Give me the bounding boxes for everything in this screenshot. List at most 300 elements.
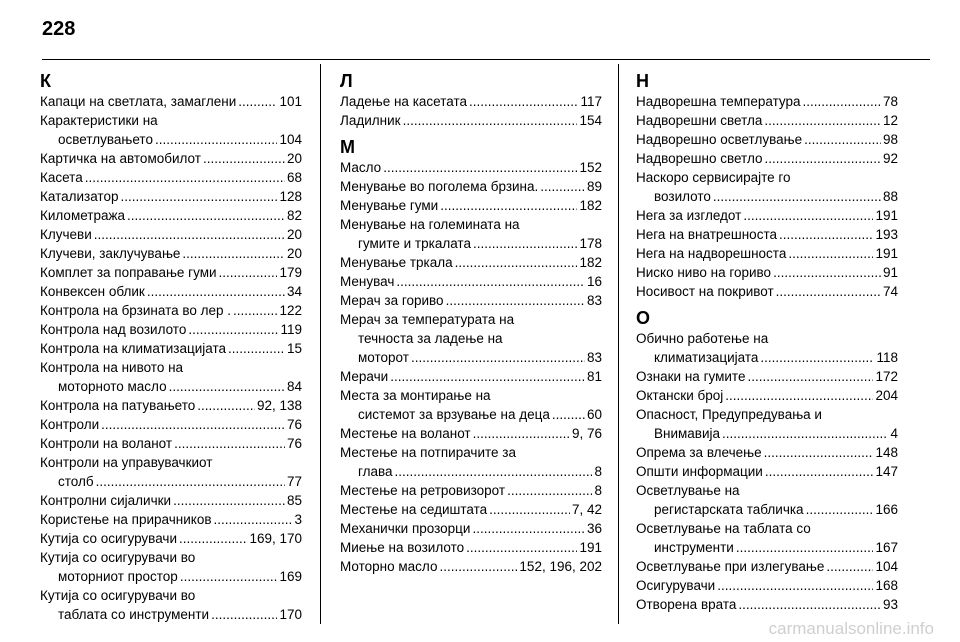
dot-leader (211, 605, 277, 624)
entry-line (340, 386, 602, 405)
entry-text: Контрола над возилото (40, 322, 187, 337)
entry-text: Опасност, Предупредувања и (636, 407, 822, 422)
index-entry (636, 92, 898, 111)
dot-leader (101, 415, 285, 434)
entry-text: Октански број (636, 388, 724, 403)
entry-page-ref: 12 (882, 113, 898, 128)
entry-text: Карактеристики на (40, 113, 158, 128)
entry-page-ref: 85 (286, 493, 302, 508)
entry-page-ref: 147 (875, 464, 898, 479)
entry-page-ref: 179 (279, 265, 302, 280)
entry-text: осветлувањето (58, 132, 153, 147)
index-entry (340, 92, 602, 111)
dot-leader (390, 367, 585, 386)
index-entry (40, 301, 302, 320)
entry-text: Менување во поголема брзина. (340, 179, 539, 194)
dot-leader (155, 130, 278, 149)
entry-line (340, 329, 602, 348)
entry-line (40, 586, 302, 605)
entry-text: регистарската табличка (654, 502, 804, 517)
entry-line (40, 187, 302, 206)
entry-text: системот за врзување на деца (358, 407, 550, 422)
index-entry (636, 519, 898, 557)
dot-leader (803, 92, 881, 111)
entry-line (636, 282, 898, 301)
column-divider (320, 64, 321, 624)
entry-line (40, 472, 302, 491)
dot-leader (469, 92, 578, 111)
index-entry (636, 130, 898, 149)
entry-text: Внимавија (654, 426, 721, 441)
index-entry (40, 586, 302, 624)
entry-page-ref: 118 (876, 350, 898, 365)
entry-page-ref: 81 (586, 369, 602, 384)
dot-leader (197, 396, 255, 415)
index-entry (636, 443, 898, 462)
entry-text: Местење на потпирачите за (340, 445, 516, 460)
entry-page-ref: 83 (586, 293, 602, 308)
entry-line (40, 168, 302, 187)
entry-text: Надворешни светла (636, 113, 763, 128)
dot-leader (773, 263, 881, 282)
entry-line (340, 111, 602, 130)
index-entry (340, 367, 602, 386)
entry-page-ref: 168 (875, 578, 898, 593)
dot-leader (776, 282, 881, 301)
entry-text: Осветлување на (636, 483, 740, 498)
entry-page-ref: 204 (875, 388, 898, 403)
dot-leader (383, 158, 577, 177)
entry-page-ref: 172 (875, 369, 898, 384)
dot-leader (85, 168, 285, 187)
entry-text: Контрола на брзината во лер . (40, 303, 232, 318)
entry-page-ref: 117 (580, 94, 602, 109)
entry-line (40, 320, 302, 339)
entry-page-ref: 83 (586, 350, 602, 365)
index-entry (40, 358, 302, 396)
entry-line (340, 500, 602, 519)
dot-leader (179, 529, 247, 548)
entry-page-ref: 36 (586, 521, 602, 536)
entry-line (340, 481, 602, 500)
entry-text: Контроли на управувачкиот (40, 455, 213, 470)
entry-text: Ладилник (340, 113, 401, 128)
entry-text: Мерачи (340, 369, 389, 384)
index-entry (340, 519, 602, 538)
entry-page-ref: 182 (579, 255, 602, 270)
entry-line (340, 177, 602, 196)
entry-line (340, 310, 602, 329)
entry-page-ref: 74 (882, 284, 898, 299)
entry-text: гумите и тркалата (358, 236, 471, 251)
entry-page-ref: 154 (579, 113, 602, 128)
index-entry (340, 481, 602, 500)
entry-page-ref: 89 (586, 179, 602, 194)
entry-line (636, 149, 898, 168)
index-entry (340, 310, 602, 367)
entry-page-ref: 101 (279, 94, 302, 109)
entry-text: моторното масло (58, 379, 167, 394)
dot-leader (169, 377, 285, 396)
entry-line (636, 244, 898, 263)
dot-leader (182, 244, 285, 263)
entry-page-ref: 93 (882, 597, 898, 612)
index-entry (340, 500, 602, 519)
page-number: 228 (42, 18, 76, 40)
column-divider (618, 64, 619, 624)
entry-text: Миење на возилото (340, 540, 465, 555)
index-column-1 (40, 72, 302, 624)
index-entry (40, 320, 302, 339)
entry-text: Местење на ретровизорот (340, 483, 506, 498)
entry-line (40, 358, 302, 377)
dot-leader (722, 424, 888, 443)
entry-line (340, 348, 602, 367)
index-entry (636, 367, 898, 386)
index-entry (340, 196, 602, 215)
section-gap (340, 130, 602, 138)
dot-leader (411, 348, 585, 367)
entry-line (340, 538, 602, 557)
entry-line (636, 92, 898, 111)
entry-line (636, 386, 898, 405)
index-entry (40, 510, 302, 529)
entry-line (40, 206, 302, 225)
dot-leader (489, 500, 570, 519)
dot-leader (804, 130, 881, 149)
index-entry (636, 329, 898, 367)
entry-page-ref: 7, 42 (571, 502, 602, 517)
entry-page-ref: 169 (279, 569, 302, 584)
dot-leader (747, 367, 873, 386)
entry-line (40, 282, 302, 301)
entry-line (340, 196, 602, 215)
entry-line (636, 405, 898, 424)
dot-leader (440, 196, 577, 215)
entry-line (40, 149, 302, 168)
entry-line (40, 567, 302, 586)
index-entry (340, 158, 602, 177)
dot-leader (764, 149, 880, 168)
entry-line (40, 339, 302, 358)
entry-line (40, 111, 302, 130)
dot-leader (147, 282, 285, 301)
entry-text: возилото (654, 189, 711, 204)
entry-line (340, 92, 602, 111)
dot-leader (765, 462, 874, 481)
dot-leader (214, 510, 293, 529)
entry-line (340, 158, 602, 177)
index-entry (40, 548, 302, 586)
entry-page-ref: 193 (875, 227, 898, 242)
index-entry (636, 149, 898, 168)
dot-leader (188, 320, 278, 339)
entry-text: Мерач за температурата на (340, 312, 515, 327)
index-entry (340, 443, 602, 481)
dot-leader (764, 111, 881, 130)
entry-page-ref: 122 (279, 303, 302, 318)
index-entry (40, 453, 302, 491)
entry-page-ref: 91 (882, 265, 898, 280)
entry-page-ref: 34 (286, 284, 302, 299)
entry-page-ref: 152 (579, 160, 602, 175)
entry-text: Наскоро сервисирајте го (636, 170, 791, 185)
dot-leader (403, 111, 578, 130)
dot-leader (396, 272, 585, 291)
section-gap (636, 301, 898, 309)
entry-line (636, 263, 898, 282)
index-entry (636, 263, 898, 282)
entry-page-ref: 20 (286, 227, 302, 242)
entry-text: Менување тркала (340, 255, 453, 270)
entry-page-ref: 15 (286, 341, 302, 356)
index-entry (40, 396, 302, 415)
entry-text: Нега на внатрешноста (636, 227, 777, 242)
entry-text: Контрола на нивото на (40, 360, 184, 375)
index-entry (636, 225, 898, 244)
dot-leader (127, 206, 285, 225)
entry-page-ref: 82 (286, 208, 302, 223)
entry-page-ref: 92, 138 (256, 398, 302, 413)
index-entry (40, 491, 302, 510)
dot-leader (466, 538, 577, 557)
entry-text: Нега на надворешноста (636, 246, 787, 261)
entry-text: таблата со инструменти (58, 607, 210, 622)
entry-page-ref: 170 (279, 607, 302, 622)
entry-page-ref: 166 (875, 502, 898, 517)
dot-leader (713, 187, 881, 206)
dot-leader (764, 443, 874, 462)
entry-page-ref: 9, 76 (571, 426, 602, 441)
entry-page-ref: 152, 196, 202 (519, 559, 602, 574)
entry-text: Надворешно светло (636, 151, 763, 166)
entry-line (40, 244, 302, 263)
entry-line (636, 481, 898, 500)
entry-line (636, 500, 898, 519)
dot-leader (507, 481, 592, 500)
index-entry (340, 272, 602, 291)
entry-line (40, 510, 302, 529)
entry-page-ref: 16 (586, 274, 602, 289)
entry-page-ref: 119 (280, 322, 302, 337)
entry-line (340, 367, 602, 386)
dot-leader (395, 462, 593, 481)
entry-line (40, 225, 302, 244)
entry-page-ref: 60 (586, 407, 602, 422)
entry-text: Клучеви (40, 227, 92, 242)
entry-text: столб (58, 474, 94, 489)
entry-line (40, 529, 302, 548)
entry-text: глава (358, 464, 393, 479)
index-entry (40, 244, 302, 263)
dot-leader (736, 538, 874, 557)
entry-line (636, 557, 898, 576)
entry-text: Комплет за поправање гуми (40, 265, 217, 280)
index-entry (340, 386, 602, 424)
entry-line (40, 491, 302, 510)
entry-page-ref: 92 (882, 151, 898, 166)
dot-leader (779, 225, 873, 244)
entry-text: Осигурувачи (636, 578, 716, 593)
entry-line (636, 206, 898, 225)
entry-line (340, 405, 602, 424)
entry-text: Нега за изгледот (636, 208, 742, 223)
entry-text: Мерач за гориво (340, 293, 444, 308)
entry-text: Осветлување при излегување (636, 559, 825, 574)
entry-line (636, 462, 898, 481)
dot-leader (233, 301, 277, 320)
entry-text: Контроли на воланот (40, 436, 173, 451)
entry-page-ref: 191 (875, 246, 898, 261)
dot-leader (203, 149, 285, 168)
entry-page-ref: 77 (286, 474, 302, 489)
entry-page-ref: 167 (875, 540, 898, 555)
index-entry (636, 244, 898, 263)
entry-text: Надворешна температура (636, 94, 801, 109)
index-entry (40, 339, 302, 358)
entry-text: Менување на големината на (340, 217, 520, 232)
entry-line (636, 187, 898, 206)
entry-line (636, 367, 898, 386)
entry-page-ref: 76 (286, 417, 302, 432)
entry-line (340, 462, 602, 481)
entry-text: Отворена врата (636, 597, 737, 612)
index-entry (40, 415, 302, 434)
index-entry (40, 92, 302, 111)
index-entry (40, 111, 302, 149)
index-entry (40, 263, 302, 282)
entry-page-ref: 3 (294, 512, 302, 527)
dot-leader (826, 557, 873, 576)
entry-text: Надворешно осветлување (636, 132, 803, 147)
entry-text: Менување гуми (340, 198, 439, 213)
index-entry (340, 538, 602, 557)
entry-text: Осветлување на таблата со (636, 521, 811, 536)
entry-line (40, 434, 302, 453)
entry-text: Кутија со осигурувачи во (40, 588, 196, 603)
index-entry (636, 386, 898, 405)
entry-line (636, 225, 898, 244)
entry-line (40, 396, 302, 415)
entry-page-ref: 84 (286, 379, 302, 394)
dot-leader (228, 339, 285, 358)
index-entry (636, 168, 898, 206)
entry-line (340, 253, 602, 272)
entry-line (40, 548, 302, 567)
entry-page-ref: 88 (882, 189, 898, 204)
entry-line (340, 291, 602, 310)
entry-page-ref: 4 (890, 426, 898, 441)
entry-line (340, 424, 602, 443)
entry-text: Капаци на светлата, замаглени (40, 94, 237, 109)
dot-leader (180, 567, 278, 586)
dot-leader (760, 348, 874, 367)
entry-line (340, 443, 602, 462)
index-entry (340, 253, 602, 272)
entry-text: климатизацијата (654, 350, 759, 365)
index-entry (340, 111, 602, 130)
section-letter: Л (340, 71, 353, 91)
index-entry (636, 481, 898, 519)
index-entry (40, 149, 302, 168)
entry-text: Километража (40, 208, 126, 223)
entry-text: Кутија со осигурувачи (40, 531, 177, 546)
entry-page-ref: 182 (579, 198, 602, 213)
entry-line (636, 538, 898, 557)
entry-text: Механички прозорци (340, 521, 471, 536)
index-entry (40, 225, 302, 244)
section-letter: М (340, 137, 355, 157)
dot-leader (472, 519, 585, 538)
entry-text: Касета (40, 170, 83, 185)
entry-text: Местење на воланот (340, 426, 471, 441)
entry-line (40, 301, 302, 320)
index-entry (340, 215, 602, 253)
entry-line (636, 130, 898, 149)
entry-text: Клучеви, заклучување (40, 246, 181, 261)
index-entry (40, 434, 302, 453)
index-column-2 (340, 72, 602, 576)
index-entry (636, 282, 898, 301)
dot-leader (552, 405, 585, 424)
index-entry (40, 529, 302, 548)
entry-text: Местење на седиштата (340, 502, 488, 517)
entry-page-ref: 104 (875, 559, 898, 574)
index-entry (636, 405, 898, 443)
entry-line (340, 234, 602, 253)
entry-text: Користење на прирачников (40, 512, 212, 527)
entry-text: течноста за ладење на (358, 331, 503, 346)
entry-text: Места за монтирање на (340, 388, 491, 403)
dot-leader (738, 595, 881, 614)
index-entry (40, 168, 302, 187)
dot-leader (473, 424, 570, 443)
dot-leader (473, 234, 578, 253)
entry-line (40, 263, 302, 282)
dot-leader (120, 187, 277, 206)
index-entry (636, 111, 898, 130)
dot-leader (238, 92, 277, 111)
entry-line (636, 168, 898, 187)
entry-text: Масло (340, 160, 382, 175)
dot-leader (96, 472, 285, 491)
section-letter: К (40, 71, 51, 91)
entry-line (40, 130, 302, 149)
entry-line (40, 377, 302, 396)
entry-line (40, 605, 302, 624)
index-entry (340, 557, 602, 576)
entry-text: Контролни сијалички (40, 493, 172, 508)
entry-text: Ознаки на гумите (636, 369, 746, 384)
entry-page-ref: 78 (882, 94, 898, 109)
entry-line (340, 272, 602, 291)
dot-leader (806, 500, 874, 519)
index-entry (636, 557, 898, 576)
dot-leader (439, 557, 517, 576)
dot-leader (788, 244, 873, 263)
entry-page-ref: 8 (594, 483, 602, 498)
index-entry (340, 424, 602, 443)
entry-line (636, 424, 898, 443)
section-letter: Н (636, 71, 649, 91)
entry-text: Обично работење на (636, 331, 769, 346)
dot-leader (174, 434, 285, 453)
dot-leader (446, 291, 585, 310)
entry-text: Ниско ниво на гориво (636, 265, 772, 280)
entry-line (340, 519, 602, 538)
index-column-3 (636, 72, 898, 614)
entry-text: Картичка на автомобилот (40, 151, 201, 166)
